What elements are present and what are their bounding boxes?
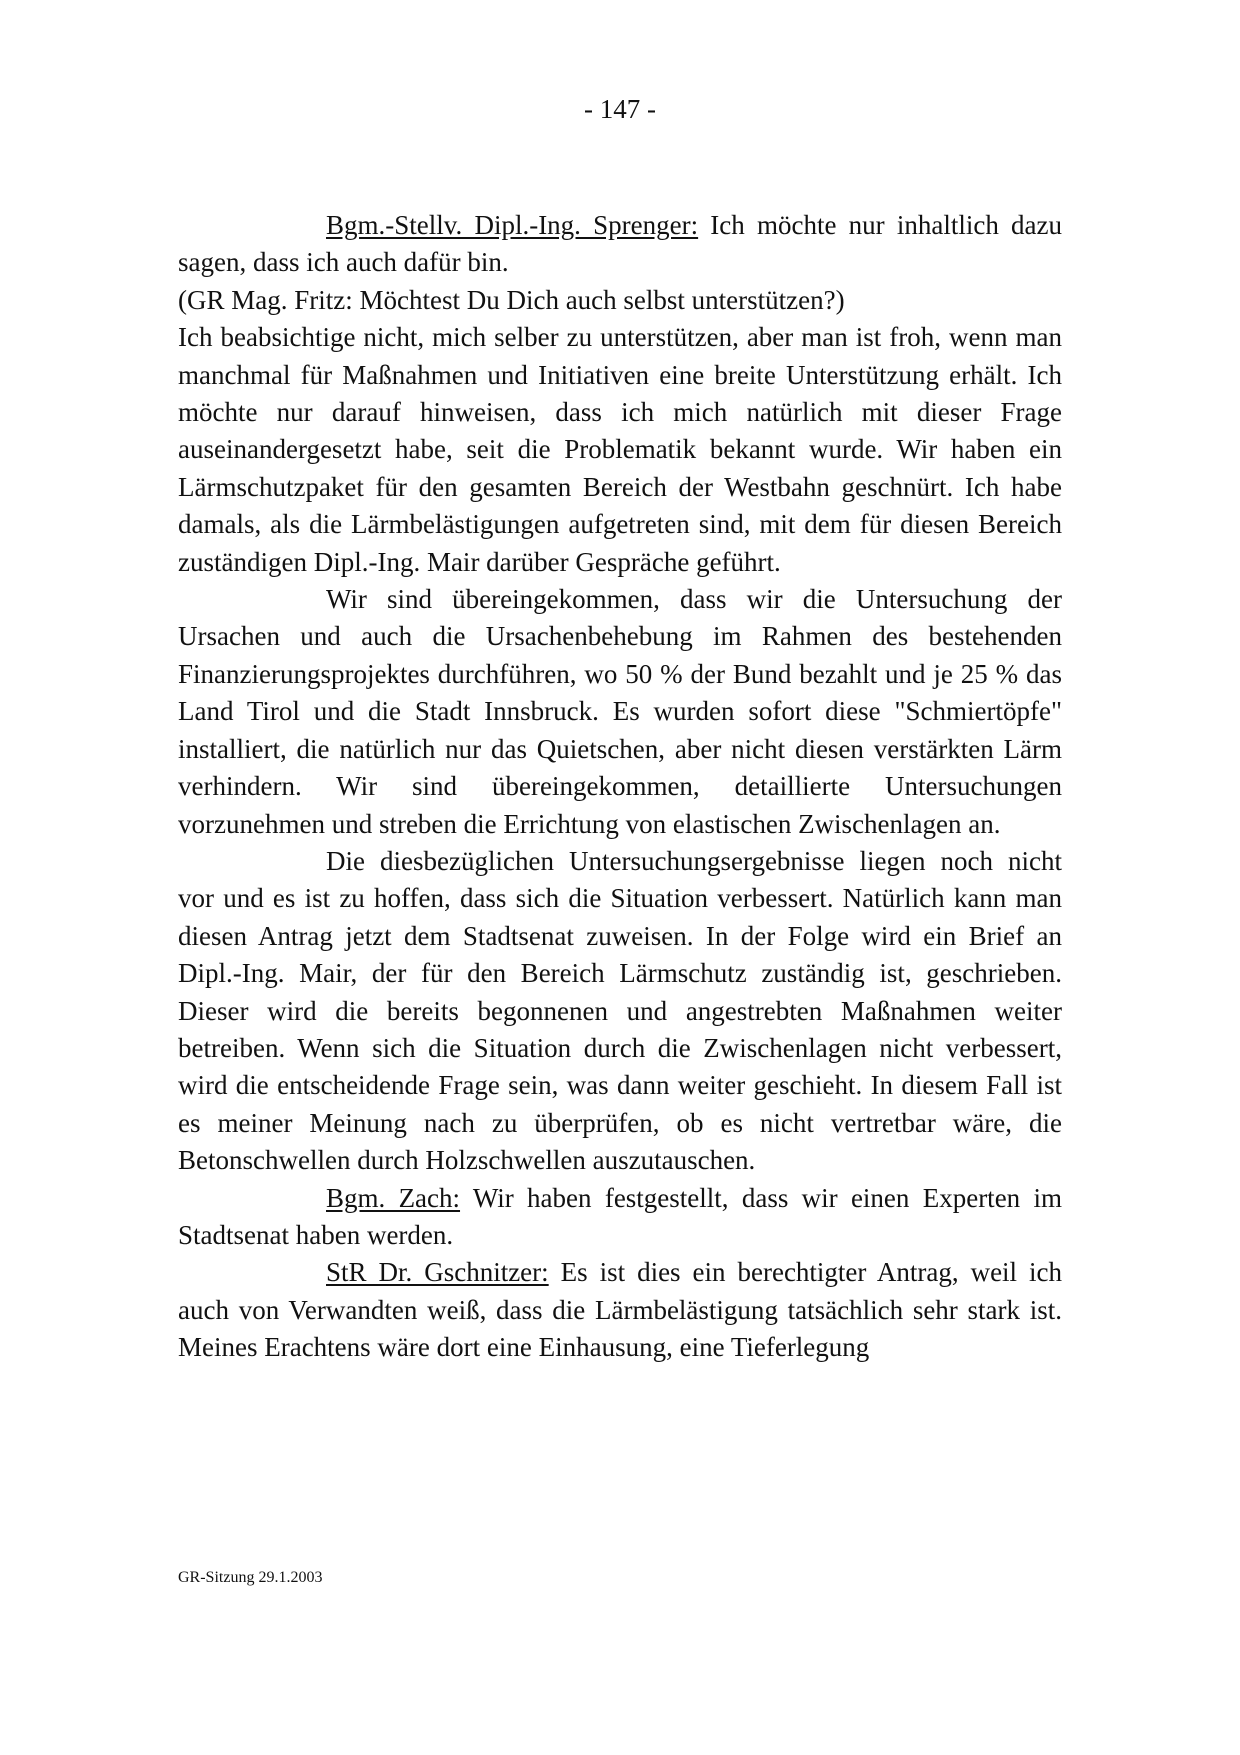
paragraph-zach <box>178 1180 1062 1255</box>
paragraph-text: Ich beabsichtige nicht, mich selber zu unterstützen, aber man ist froh, wenn man manchmal für Maßnahmen und Initiativen eine breite Unterstützung erhält. Ich möchte nur darauf hinweisen, dass ich mich natürlich mit dieser Frage auseinandergesetzt habe, seit die Problematik bekannt wurde. Wir haben ein Lärmschutzpaket für den gesamten Bereich der Westbahn geschnürt. Ich habe damals, als die Lärmbelästigungen aufgetreten sind, mit dem für diesen Bereich zuständigen Dipl.-Ing. Mair darüber Gespräche geführt. <box>178 322 1062 577</box>
document-body <box>178 207 1062 1367</box>
speaker-name: Bgm.-Stellv. Dipl.-Ing. Sprenger: <box>326 210 699 240</box>
interjection: (GR Mag. Fritz: Möchtest Du Dich auch selbst unterstützen?) <box>178 284 845 315</box>
speech-text: Wir haben festgestellt, dass wir einen Experten im Stadtsenat haben werden. <box>178 1182 1062 1250</box>
paragraph-text: Wir sind übereingekommen, dass wir die Untersuchung der Ursachen und auch die Ursachenbehebung im Rahmen des bestehenden Finanzierungsprojektes durchführen, wo 50 % der Bund bezahlt und je 25 % das Land Tirol und die Stadt Innsbruck. Es wurden sofort diese "Schmiertöpfe" installiert, die natürlich nur das Quietschen, aber nicht diesen verstärkten Lärm verhindern. Wir sind übereingekommen, detaillierte Untersuchungen vorzunehmen und streben die Errichtung von elastischen Zwischenlagen an. <box>178 584 1062 839</box>
paragraph-sprenger <box>178 207 1062 282</box>
paragraph-gschnitzer <box>178 1254 1062 1366</box>
speech-text: Ich möchte nur inhaltlich dazu sagen, dass ich auch dafür bin. <box>178 210 1062 278</box>
paragraph-text: Die diesbezüglichen Untersuchungsergebnisse liegen noch nicht vor und es ist zu hoffen, dass sich die Situation verbessert. Natürlich kann man diesen Antrag jetzt dem Stadtsenat zuweisen. In der Folge wird ein Brief an Dipl.-Ing. Mair, der für den Bereich Lärmschutz zuständig ist, geschrieben. Dieser wird die bereits begonnenen und angestrebten Maßnahmen weiter betreiben. Wenn sich die Situation durch die Zwischenlagen nicht verbessert, wird die entscheidende Frage sein, was dann weiter geschieht. In diesem Fall ist es meiner Meinung nach zu überprüfen, ob es nicht vertretbar wäre, die Betonschwellen durch Holzschwellen auszutauschen. <box>178 845 1062 1176</box>
page-footer: GR-Sitzung 29.1.2003 <box>178 1569 323 1586</box>
speaker-name: StR Dr. Gschnitzer: <box>326 1257 549 1288</box>
speaker-name: Bgm. Zach: <box>326 1182 461 1213</box>
page-number: - 147 - <box>584 94 656 124</box>
speech-text: Es ist dies ein berechtigter Antrag, weil ich auch von Verwandten weiß, dass die Lärmbelästigung tatsächlich sehr stark ist. Meines Erachtens wäre dort eine Einhausung, eine Tieferlegung <box>178 1257 1063 1363</box>
